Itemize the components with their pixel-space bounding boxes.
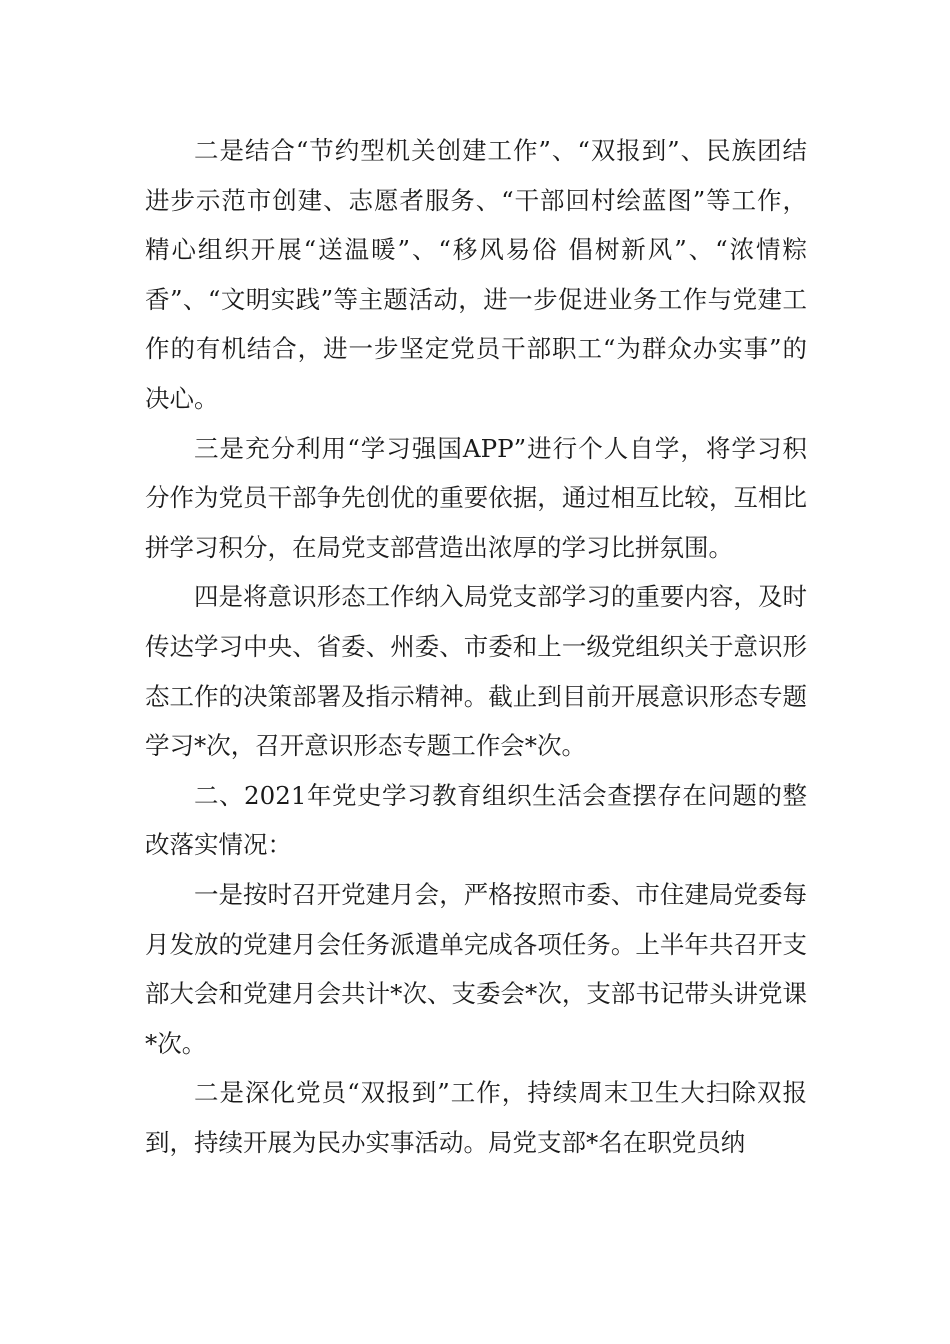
- paragraph-item-3-study-app: 三是充分利用“学习强国APP”进行个人自学，将学习积分作为党员干部争先创优的重要依据，通过相互比较，互相比拼学习积分，在局党支部营造出浓厚的学习比拼氛围。: [145, 433, 807, 562]
- paragraph-item-1-monthly-meeting: 一是按时召开党建月会，严格按照市委、市住建局党委每月发放的党建月会任务派遣单完成各项任务。上半年共召开支部大会和党建月会共计*次、支委会*次，支部书记带头讲党课*次。: [145, 879, 807, 1058]
- document-body: [145, 126, 807, 1167]
- paragraph-item-2-combined-work: 二是结合“节约型机关创建工作”、“双报到”、民族团结进步示范市创建、志愿者服务、“干部回村绘蓝图”等工作，精心组织开展“送温暖”、“移风易俗 倡树新风”、“浓情粽香”、“文明实践”等主题活动，进一步促进业务工作与党建工作的有机结合，进一步坚定党员干部职工“为群众办实事”的决心。: [145, 136, 807, 413]
- paragraph-item-4-ideology-work: 四是将意识形态工作纳入局党支部学习的重要内容，及时传达学习中央、省委、州委、市委和上一级党组织关于意识形态工作的决策部署及指示精神。截止到目前开展意识形态专题学习*次，召开意识形态专题工作会*次。: [145, 582, 807, 761]
- section-heading-rectification: 二、2021年党史学习教育组织生活会查摆存在问题的整改落实情况：: [145, 780, 807, 860]
- paragraph-item-2-double-report: 二是深化党员“双报到”工作，持续周末卫生大扫除双报到，持续开展为民办实事活动。局党支部*名在职党员纳: [145, 1078, 807, 1157]
